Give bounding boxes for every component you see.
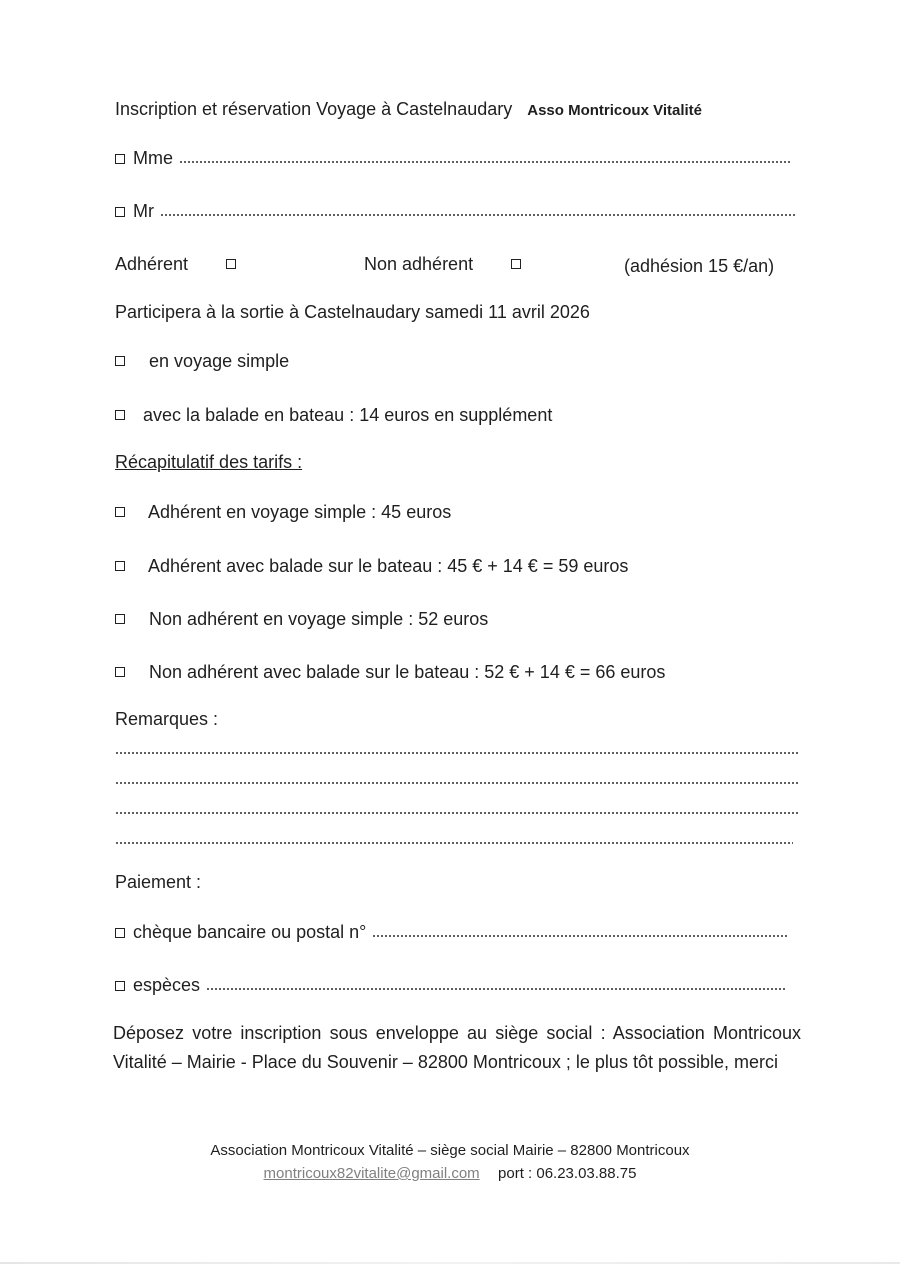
mme-label: Mme — [133, 148, 173, 168]
tariff-item — [115, 500, 451, 524]
tariff-item — [115, 660, 665, 684]
form-title: Inscription et réservation Voyage à Castelnaudary — [115, 99, 513, 119]
non-adherent-checkbox[interactable] — [511, 259, 521, 269]
mr-checkbox[interactable] — [115, 207, 125, 217]
option-simple-checkbox[interactable] — [115, 356, 125, 366]
mme-checkbox[interactable] — [115, 154, 125, 164]
remarks-line[interactable] — [115, 781, 799, 785]
remarks-label: Remarques : — [115, 709, 219, 729]
footer-email-link[interactable]: montricoux82vitalite@gmail.com — [263, 1165, 480, 1182]
cheque-label: chèque bancaire ou postal n° — [133, 922, 367, 942]
mr-label: Mr — [133, 201, 154, 221]
non-adherent-label: Non adhérent — [364, 254, 474, 274]
adherent-option — [115, 252, 236, 276]
mr-row — [115, 199, 797, 223]
tariff-checkbox[interactable] — [115, 507, 125, 517]
tariff-checkbox[interactable] — [115, 667, 125, 677]
form-title-line — [115, 97, 702, 123]
option-simple-label: en voyage simple — [149, 351, 290, 371]
scan-edge-divider — [0, 1262, 900, 1264]
option-boat-row — [115, 403, 552, 427]
cheque-number-field[interactable] — [372, 934, 787, 938]
tariff-item — [115, 607, 488, 631]
submission-instructions: Déposez votre inscription sous enveloppe au siège social : Association Montricoux Vitalité – Mairie - Place du Souvenir – 82800 Montricoux ; le plus tôt possible, merci — [113, 1023, 801, 1072]
tariff-label: Adhérent avec balade sur le bateau : 45 € + 14 € = 59 euros — [148, 556, 629, 576]
tariff-label: Non adhérent avec balade sur le bateau : 52 € + 14 € = 66 euros — [149, 662, 666, 682]
remarks-line[interactable] — [115, 751, 799, 755]
option-simple-row — [115, 349, 289, 373]
tariff-label: Adhérent en voyage simple : 45 euros — [148, 502, 452, 522]
membership-fee-note: (adhésion 15 €/an) — [624, 256, 775, 276]
cash-row — [115, 973, 785, 997]
cheque-row — [115, 920, 787, 944]
cheque-checkbox[interactable] — [115, 928, 125, 938]
remarks-line[interactable] — [115, 811, 799, 815]
tariffs-heading: Récapitulatif des tarifs : — [115, 452, 303, 472]
cash-checkbox[interactable] — [115, 981, 125, 991]
adherent-checkbox[interactable] — [226, 259, 236, 269]
tariff-checkbox[interactable] — [115, 561, 125, 571]
cash-label: espèces — [133, 975, 201, 995]
adherent-label: Adhérent — [115, 254, 189, 274]
tariff-label: Non adhérent en voyage simple : 52 euros — [149, 609, 489, 629]
mme-name-field[interactable] — [179, 160, 790, 164]
remarks-line[interactable] — [115, 841, 793, 845]
outing-statement: Participera à la sortie à Castelnaudary samedi 11 avril 2026 — [115, 302, 590, 322]
option-boat-checkbox[interactable] — [115, 410, 125, 420]
mr-name-field[interactable] — [160, 213, 797, 217]
payment-label: Paiement : — [115, 872, 202, 892]
mme-row — [115, 146, 790, 170]
option-boat-label: avec la balade en bateau : 14 euros en supplément — [143, 405, 553, 425]
non-adherent-option — [364, 252, 521, 276]
cash-amount-field[interactable] — [206, 987, 785, 991]
tariff-checkbox[interactable] — [115, 614, 125, 624]
footer-contact — [0, 1163, 900, 1185]
footer-address: Association Montricoux Vitalité – siège social Mairie – 82800 Montricoux — [210, 1142, 690, 1159]
footer-phone: port : 06.23.03.88.75 — [498, 1165, 637, 1182]
tariff-item — [115, 554, 628, 578]
organization-name: Asso Montricoux Vitalité — [527, 102, 703, 119]
